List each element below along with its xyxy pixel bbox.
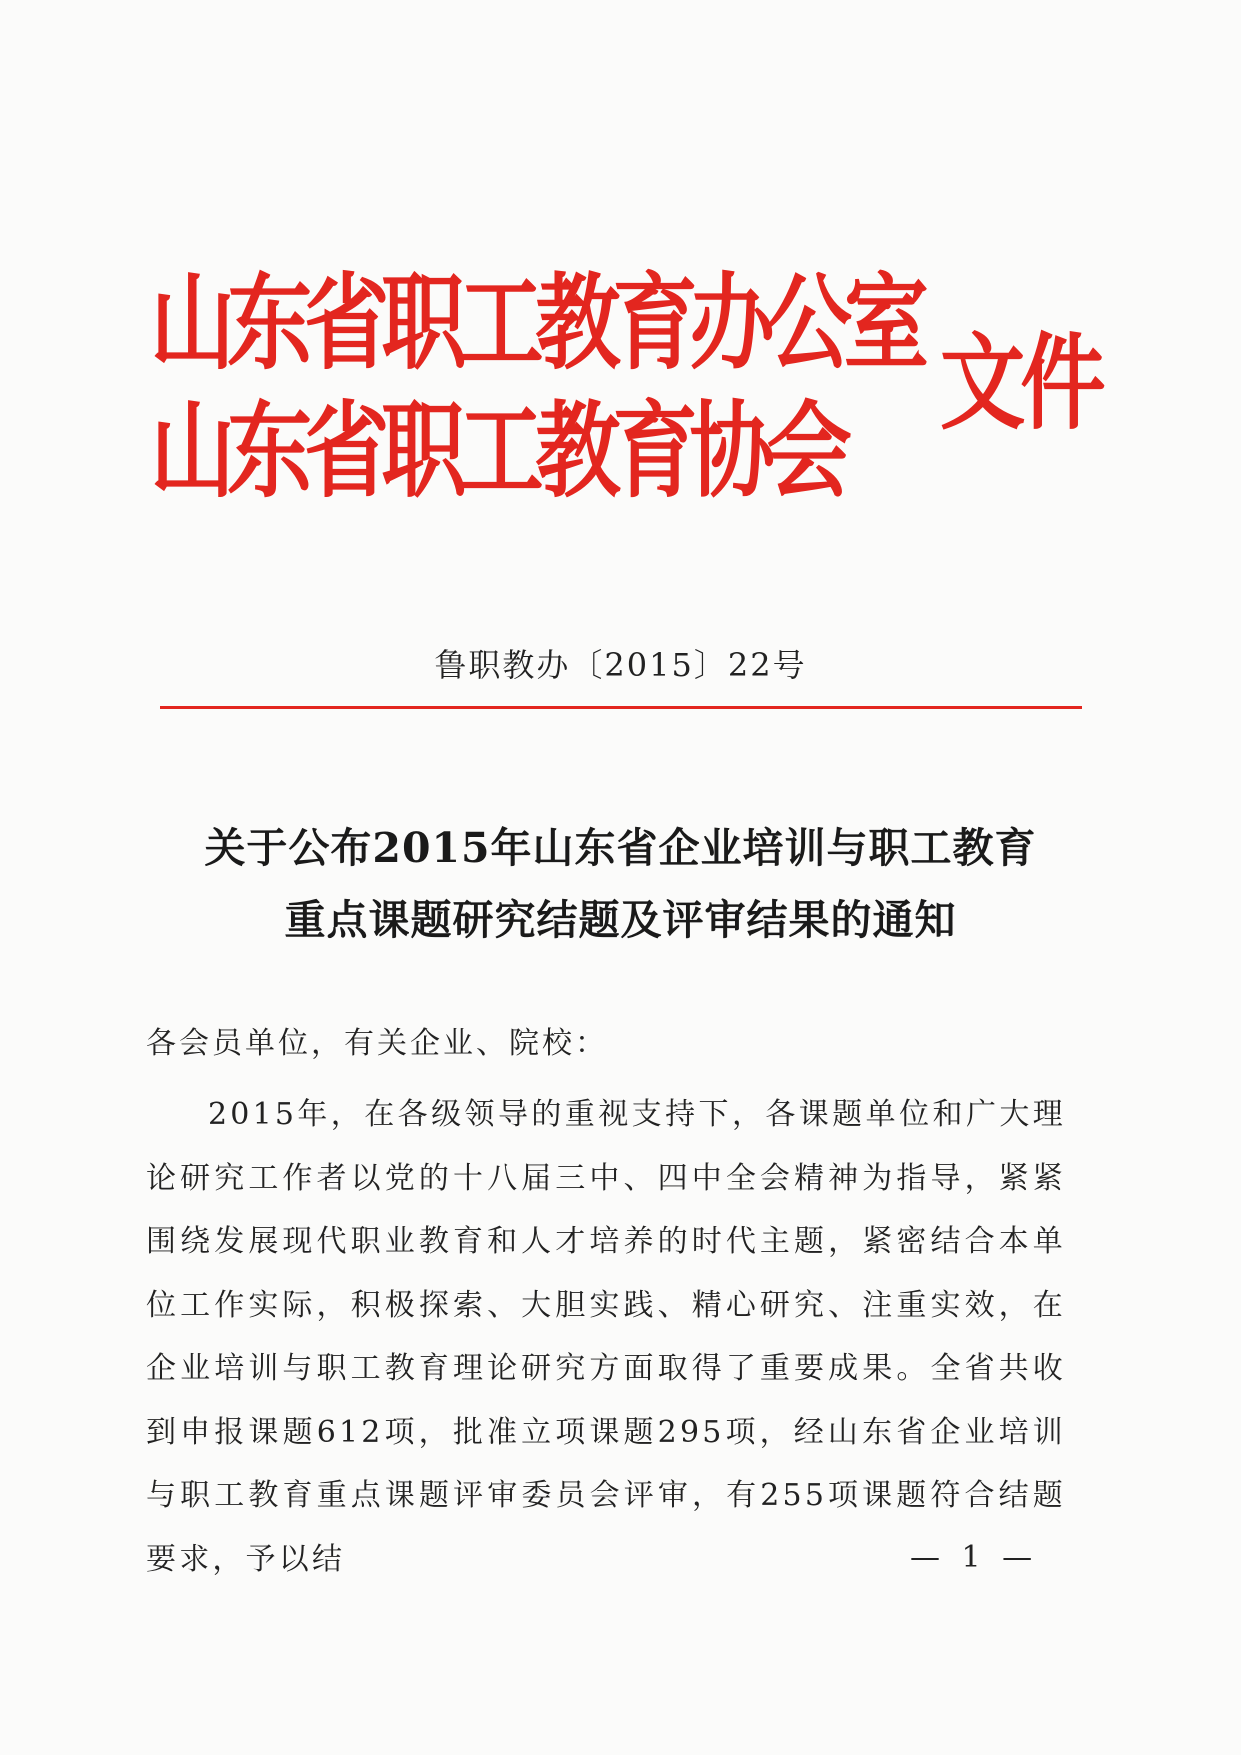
document-number: 鲁职教办〔2015〕22号 xyxy=(434,646,807,684)
red-header xyxy=(150,261,1110,538)
issuer-line-1: 山东省职工教育办公室 xyxy=(150,261,921,384)
page-number: — 1 — xyxy=(910,1540,1039,1575)
salutation: 各会员单位，有关企业、院校： xyxy=(146,1026,608,1061)
issuer-line-2: 山东省职工教育协会 xyxy=(150,389,844,512)
notice-title-line-2: 重点课题研究结题及评审结果的通知 xyxy=(284,896,957,944)
notice-title-line-1: 关于公布2015年山东省企业培训与职工教育 xyxy=(204,824,1037,872)
red-divider xyxy=(160,706,1082,709)
body-paragraph: 2015年，在各级领导的重视支持下，各课题单位和广大理论研究工作者以党的十八届三中、四中全会精神为指导，紧紧围绕发展现代职业教育和人才培养的时代主题，紧密结合本单位工作实际，积极探索、大胆实践、精心研究、注重实效，在企业培训与职工教育理论研究方面取得了重要成果。全省共收到申报课题612项，批准立项课题295项，经山东省企业培训与职工教育重点课题评审委员会评审，有255项课题符合结题要求，予以结 xyxy=(146,1097,1066,1577)
file-label: 文件 xyxy=(940,321,1101,444)
